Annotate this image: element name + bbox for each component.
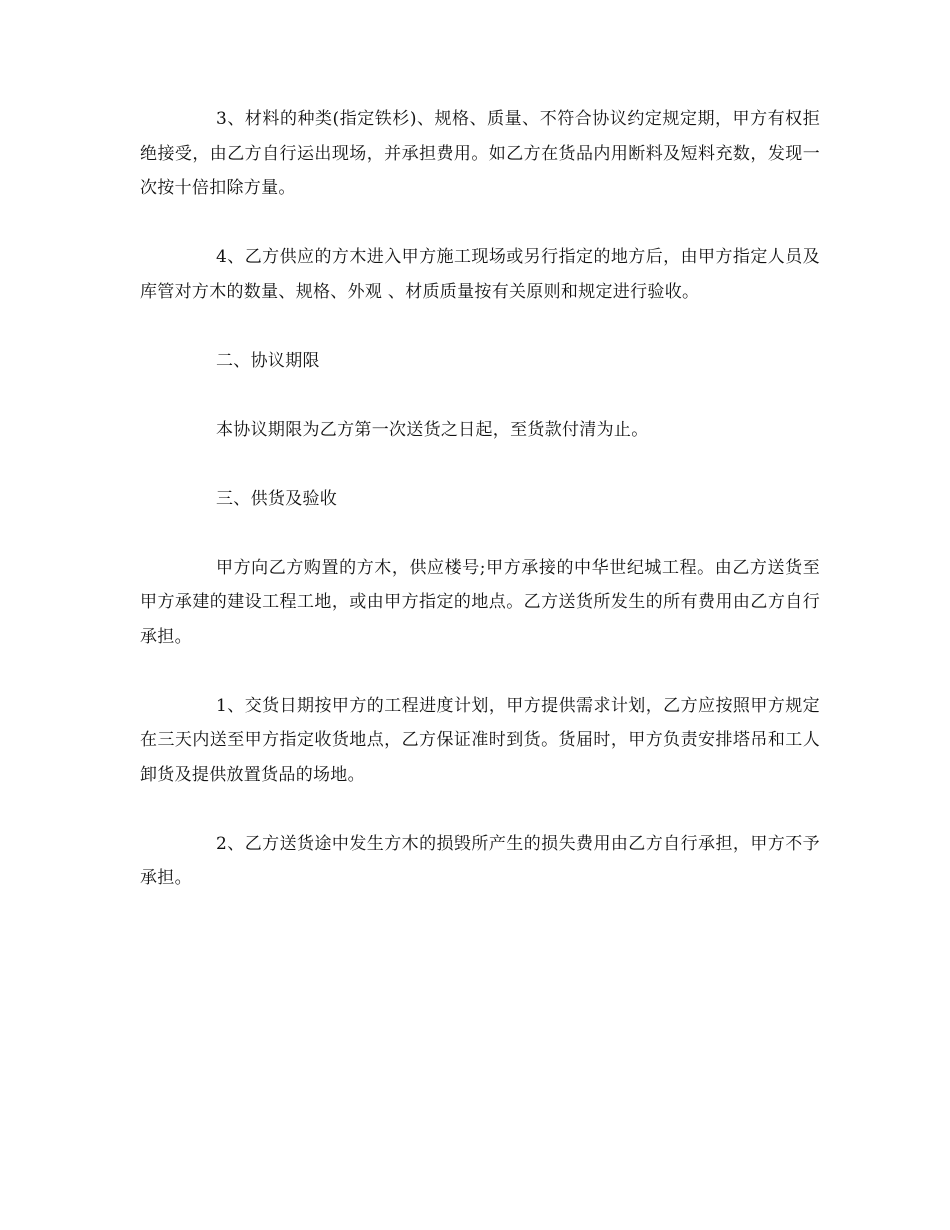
document-body <box>140 102 820 896</box>
supply-clause-1-delivery: 1、交货日期按甲方的工程进度计划，甲方提供需求计划，乙方应按照甲方规定在三天内送至甲方指定收货地点，乙方保证准时到货。货届时，甲方负责安排塔吊和工人卸货及提供放置货品的场地。 <box>140 695 820 785</box>
section-heading-term: 二、协议期限 <box>216 350 320 371</box>
supply-paragraph: 甲方向乙方购置的方木，供应楼号;甲方承接的中华世纪城工程。由乙方送货至甲方承建的建设工程工地，或由甲方指定的地点。乙方送货所发生的所有费用由乙方自行承担。 <box>140 557 820 647</box>
term-paragraph: 本协议期限为乙方第一次送货之日起，至货款付清为止。 <box>216 419 649 440</box>
supply-clause-2-loss: 2、乙方送货途中发生方木的损毁所产生的损失费用由乙方自行承担，甲方不予承担。 <box>140 833 820 888</box>
clause-4-acceptance: 4、乙方供应的方木进入甲方施工现场或另行指定的地方后，由甲方指定人员及库管对方木的数量、规格、外观 、材质质量按有关原则和规定进行验收。 <box>140 247 820 302</box>
clause-3-materials: 3、材料的种类(指定铁杉)、规格、质量、不符合协议约定规定期，甲方有权拒绝接受，由乙方自行运出现场，并承担费用。如乙方在货品内用断料及短料充数，发现一次按十倍扣除方量。 <box>140 109 820 198</box>
section-heading-supply: 三、供货及验收 <box>216 488 338 509</box>
